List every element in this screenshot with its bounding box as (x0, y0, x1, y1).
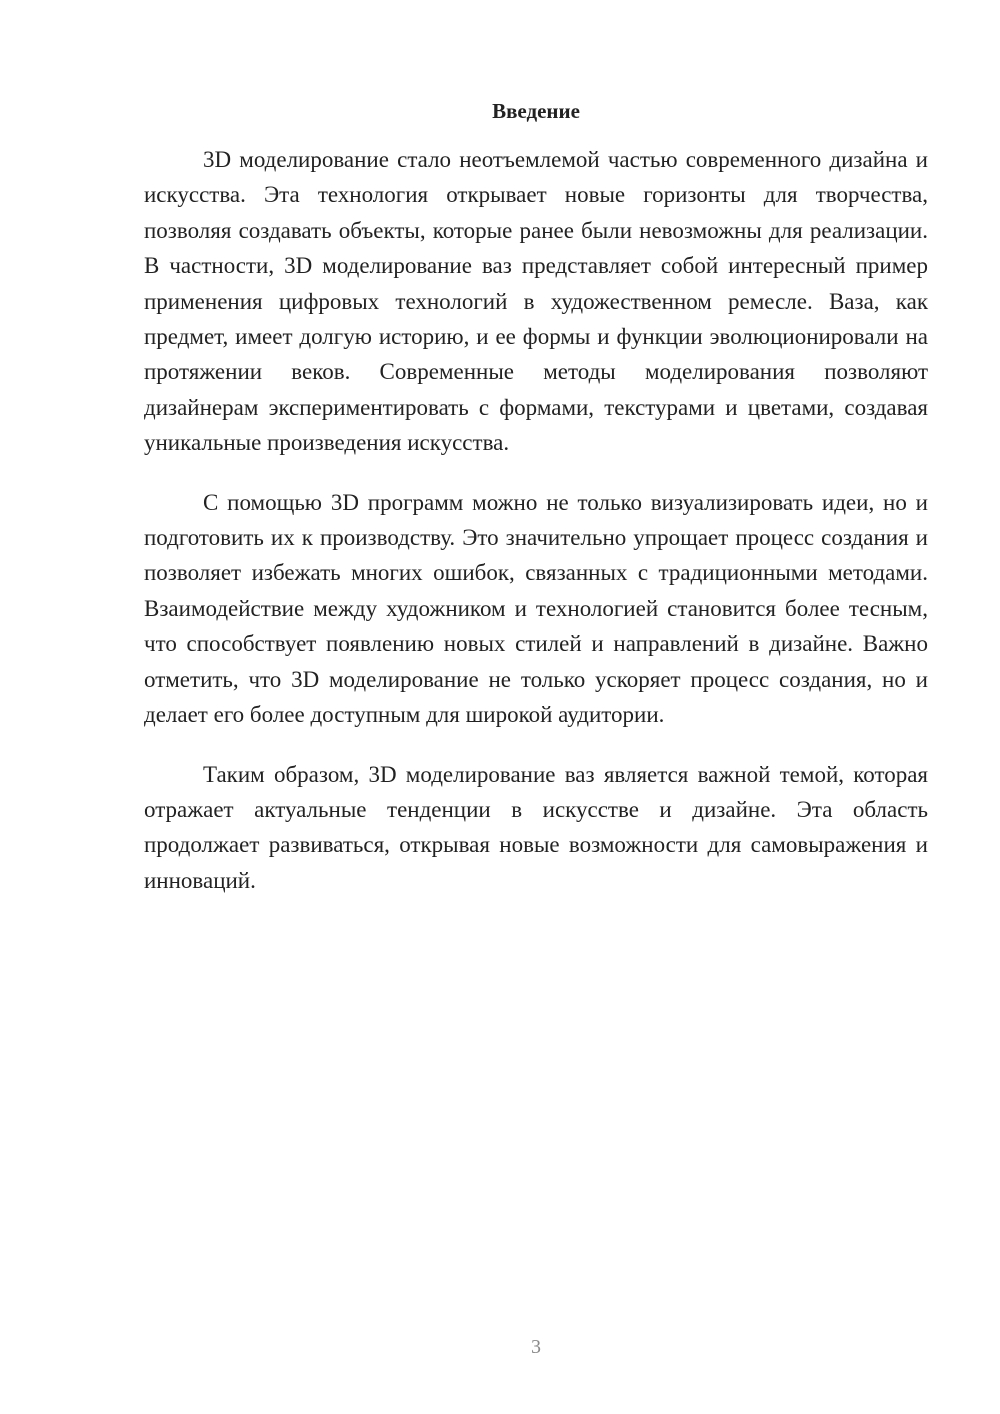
body-text (144, 142, 928, 922)
paragraph-2: С помощью 3D программ можно не только визуализировать идеи, но и подготовить их к производству. Это значительно упрощает процесс создания и позволяет избежать многих ошибок, связанных с традиционными методами. Взаимодействие между художником и технологией становится более тесным, что способствует появлению новых стилей и направлений в дизайне. Важно отметить, что 3D моделирование не только ускоряет процесс создания, но и делает его более доступным для широкой аудитории. (144, 489, 928, 728)
page-number: 3 (531, 1336, 541, 1358)
paragraph-1: 3D моделирование стало неотъемлемой частью современного дизайна и искусства. Эта технология открывает новые горизонты для творчества, позволяя создавать объекты, которые ранее были невозможны для реализации. В частности, 3D моделирование ваз представляет собой интересный пример применения цифровых технологий в художественном ремесле. Ваза, как предмет, имеет долгую историю, и ее формы и функции эволюционировали на протяжении веков. Современные методы моделирования позволяют дизайнерам экспериментировать с формами, текстурами и цветами, создавая уникальные произведения искусства. (144, 147, 928, 456)
section-heading: Введение (492, 99, 580, 123)
paragraph-3: Таким образом, 3D моделирование ваз является важной темой, которая отражает актуальные тенденции в искусстве и дизайне. Эта область продолжает развиваться, открывая новые возможности для самовыражения и инноваций. (144, 761, 928, 893)
